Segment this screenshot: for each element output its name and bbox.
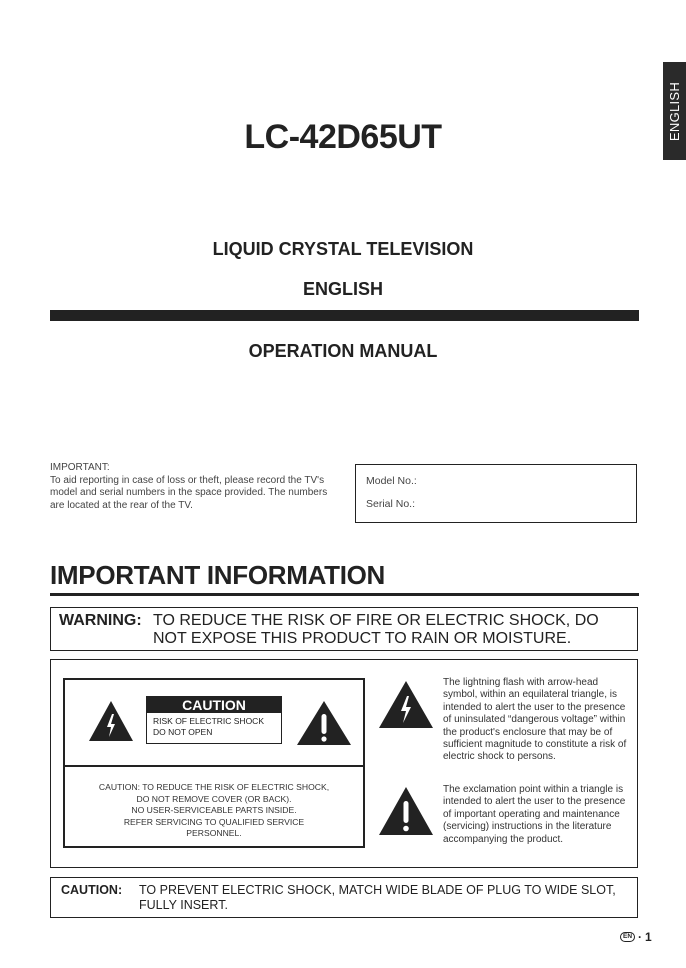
en-language-icon: EN [620,932,635,942]
model-number-field: Model No.: [366,475,417,487]
warning-label: WARNING: [59,612,142,629]
plug-caution-label: CAUTION: [61,883,123,897]
caution-plate-line1: RISK OF ELECTRIC SHOCK [153,716,264,726]
lightning-symbol-explanation: The lightning flash with arrow-head symbol, within an equilateral triangle, is intended to alert the user to the presence of uninsulated “dangerous voltage” within the product's enclosure that may be of sufficient magnitude to constitute a risk of electric shock to persons. [443,677,627,763]
section-rule [50,593,639,596]
serial-number-field: Serial No.: [366,498,416,510]
warning-text: TO REDUCE THE RISK OF FIRE OR ELECTRIC SHOCK, DO NOT EXPOSE THIS PRODUCT TO RAIN OR MOISTURE. [153,612,599,647]
caution-plate-header: CAUTION [147,697,281,713]
record-note-heading: IMPORTANT: [50,462,110,473]
caution-plate [146,696,282,744]
divider-bar [50,310,639,321]
caution-plate-line2: DO NOT OPEN [153,727,213,737]
language-heading: ENGLISH [302,279,383,299]
exclamation-triangle-icon [296,700,352,746]
page-number-value: 1 [645,930,652,944]
caution-line: DO NOT REMOVE COVER (OR BACK). [136,793,292,804]
product-subtitle: LIQUID CRYSTAL TELEVISION [212,239,474,259]
language-side-tab-label: ENGLISH [667,81,683,141]
caution-line: NO USER-SERVICEABLE PARTS INSIDE. [131,805,297,815]
caution-line: REFER SERVICING TO QUALIFIED SERVICE [123,816,305,827]
caution-line: PERSONNEL. [186,828,242,838]
caution-instructions [63,782,365,840]
lightning-triangle-icon [88,700,134,742]
page-number [620,930,652,944]
exclamation-triangle-icon [378,786,434,836]
caution-label-divider [63,765,365,767]
manual-type-heading: OPERATION MANUAL [248,341,438,361]
warning-box [50,607,638,651]
exclamation-symbol-explanation: The exclamation point within a triangle is intended to alert the user to the presence of important operating and maintenance (servicing) instructions in the literature accompanying the product. [443,784,626,845]
lightning-triangle-icon [378,680,434,729]
serial-record-box [355,464,637,523]
plug-caution-box [50,877,638,918]
section-title: IMPORTANT INFORMATION [50,560,386,590]
record-note [50,462,340,512]
plug-caution-text: TO PREVENT ELECTRIC SHOCK, MATCH WIDE BLADE OF PLUG TO WIDE SLOT, FULLY INSERT. [139,883,616,912]
model-title: LC-42D65UT [244,118,442,156]
caution-line: CAUTION: TO REDUCE THE RISK OF ELECTRIC SHOCK, [98,782,330,792]
record-note-text: To aid reporting in case of loss or theft, please record the TV's model and serial numbers in the space provided. The numbers are located at the rear of the TV. [50,474,328,511]
page-separator: · [638,930,643,944]
